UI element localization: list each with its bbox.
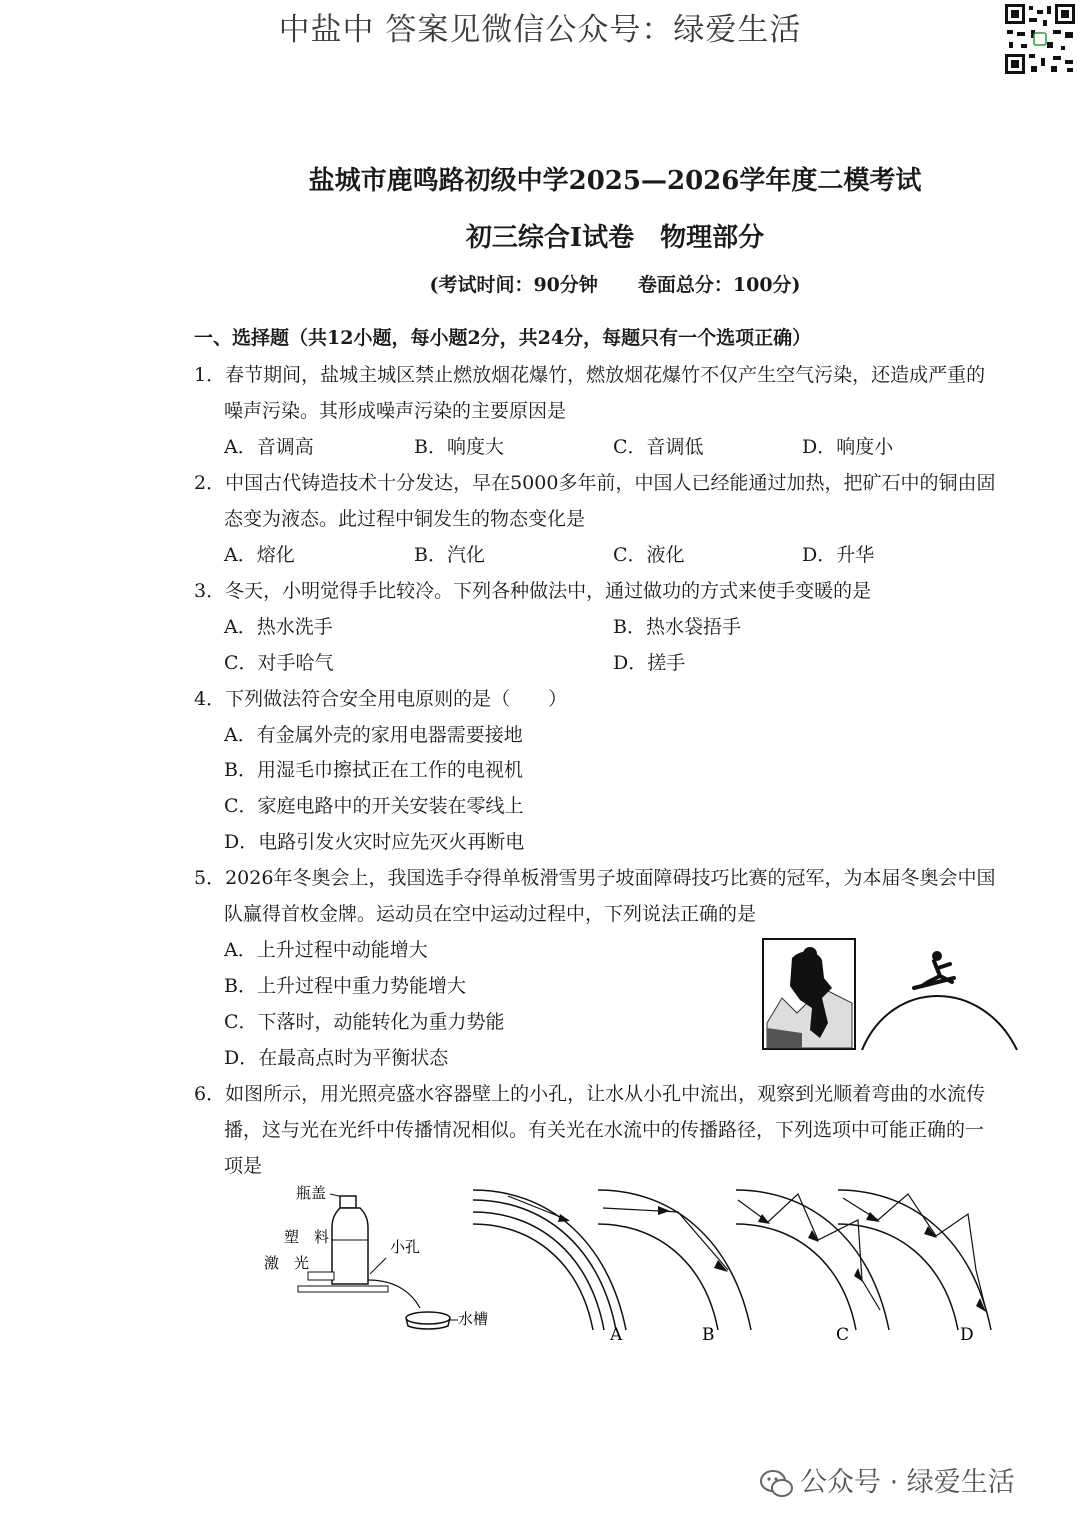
qr-code[interactable] bbox=[1003, 2, 1077, 76]
wechat-watermark bbox=[760, 1460, 1015, 1499]
section-heading: 一、选择题（共12小题，每小题2分，共24分，每题只有一个选项正确） bbox=[194, 327, 812, 349]
q5-option-a: A．上升过程中动能增大 bbox=[224, 939, 428, 961]
q3-stem-1: 3．冬天，小明觉得手比较冷。下列各种做法中，通过做功的方式来使手变暖的是 bbox=[194, 580, 872, 602]
q1-option-d: D．响度小 bbox=[802, 436, 894, 458]
q2-option-b: B．汽化 bbox=[414, 544, 485, 566]
q5-option-d: D．在最高点时为平衡状态 bbox=[224, 1047, 449, 1069]
q5-option-c: C．下落时，动能转化为重力势能 bbox=[224, 1011, 505, 1033]
q3-option-c: C．对手哈气 bbox=[224, 652, 334, 674]
exam-subtitle: 初三综合Ⅰ试卷 物理部分 bbox=[465, 223, 765, 253]
q2-option-d: D．升华 bbox=[802, 544, 875, 566]
q4-option-a: A．有金属外壳的家用电器需要接地 bbox=[224, 724, 523, 746]
q4-option-c: C．家庭电路中的开关安装在零线上 bbox=[224, 795, 524, 817]
top-banner: 中盐中 答案见微信公众号：绿爱生活 bbox=[278, 12, 802, 48]
label-water-tank: 水槽 bbox=[458, 1310, 489, 1328]
q5-option-b: B．上升过程中重力势能增大 bbox=[224, 975, 466, 997]
q2-option-c: C．液化 bbox=[613, 544, 685, 566]
q5-stem-2: 队赢得首枚金牌。运动员在空中运动过程中，下列说法正确的是 bbox=[224, 903, 757, 925]
label-option-a: A bbox=[610, 1325, 623, 1345]
q4-stem-1: 4．下列做法符合安全用电原则的是（ ） bbox=[194, 688, 568, 710]
q6-stem-2: 播，这与光在光纤中传播情况相似。有关光在水流中的传播路径，下列选项中可能正确的一 bbox=[224, 1119, 985, 1141]
q2-option-a: A．熔化 bbox=[224, 544, 295, 566]
exam-score: 卷面总分：100分) bbox=[637, 274, 801, 296]
snowboarder-figure bbox=[762, 938, 1022, 1054]
label-hole: 小孔 bbox=[390, 1238, 421, 1256]
label-option-c: C bbox=[836, 1325, 850, 1345]
label-option-b: B bbox=[702, 1325, 715, 1345]
q6-stem-1: 6．如图所示，用光照亮盛水容器壁上的小孔，让水从小孔中流出，观察到光顺着弯曲的水流传 bbox=[194, 1083, 986, 1105]
q2-stem-1: 2．中国古代铸造技术十分发达，早在5000多年前，中国人已经能通过加热，把矿石中的铜由固 bbox=[194, 472, 996, 494]
exam-info bbox=[0, 270, 1080, 297]
q1-stem-2: 噪声污染。其形成噪声污染的主要原因是 bbox=[224, 400, 567, 422]
label-plastic: 塑 料 bbox=[284, 1228, 330, 1246]
label-option-d: D bbox=[960, 1325, 974, 1345]
q1-option-b: B．响度大 bbox=[414, 436, 504, 458]
q4-option-d: D．电路引发火灾时应先灭火再断电 bbox=[224, 831, 525, 853]
q2-stem-2: 态变为液态。此过程中铜发生的物态变化是 bbox=[224, 508, 586, 530]
q3-option-d: D．搓手 bbox=[613, 652, 686, 674]
q6-stem-3: 项是 bbox=[224, 1155, 263, 1177]
q3-option-a: A．热水洗手 bbox=[224, 616, 333, 638]
light-path-figure bbox=[258, 1180, 1018, 1360]
q4-option-b: B．用湿毛巾擦拭正在工作的电视机 bbox=[224, 759, 523, 781]
exam-time: (考试时间：90分钟 bbox=[429, 274, 598, 296]
label-bottle-cap: 瓶盖 bbox=[296, 1184, 327, 1202]
wechat-icon bbox=[760, 1469, 794, 1499]
q1-option-a: A．音调高 bbox=[224, 436, 314, 458]
q1-option-c: C．音调低 bbox=[613, 436, 704, 458]
q5-stem-1: 5．2026年冬奥会上，我国选手夺得单板滑雪男子坡面障碍技巧比赛的冠军，为本届冬奥会中国 bbox=[194, 867, 996, 889]
label-laser: 激 光 bbox=[264, 1254, 310, 1272]
q1-stem-1: 1．春节期间，盐城主城区禁止燃放烟花爆竹，燃放烟花爆竹不仅产生空气污染，还造成严重的 bbox=[194, 364, 986, 386]
exam-title: 盐城市鹿鸣路初级中学2025—2026学年度二模考试 bbox=[308, 166, 922, 196]
watermark-text: 公众号 · 绿爱生活 bbox=[800, 1467, 1015, 1498]
q3-option-b: B．热水袋捂手 bbox=[613, 616, 741, 638]
